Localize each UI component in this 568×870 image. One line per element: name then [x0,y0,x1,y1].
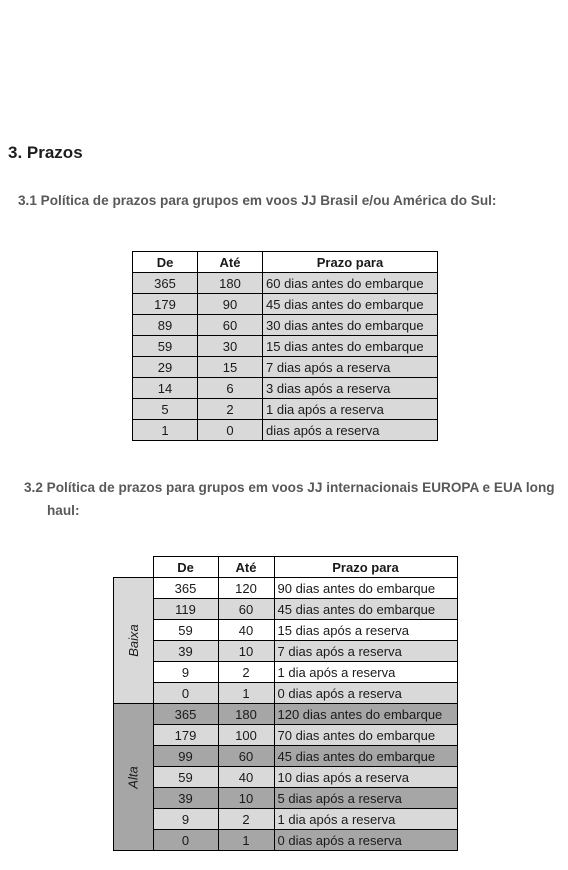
cell-de: 59 [133,336,198,357]
cell-de: 365 [133,273,198,294]
cell-prazo: 45 dias antes do embarque [274,746,457,767]
cell-ate: 1 [218,683,274,704]
cell-ate: 2 [218,809,274,830]
cell-de: 5 [133,399,198,420]
table-row [133,399,438,420]
cell-ate: 30 [198,336,263,357]
table-row [114,830,458,851]
table-row [114,725,458,746]
cell-prazo: 30 dias antes do embarque [263,315,438,336]
table-body [114,578,458,851]
deadline-table-brasil [132,251,438,441]
cell-prazo: 15 dias antes do embarque [263,336,438,357]
table-row [133,294,438,315]
table-row [114,704,458,725]
table-row [114,620,458,641]
cell-de: 39 [153,788,218,809]
cell-de: 179 [133,294,198,315]
table-row [114,578,458,599]
cell-ate: 6 [198,378,263,399]
cell-de: 14 [133,378,198,399]
cell-prazo: 0 dias após a reserva [274,830,457,851]
cell-ate: 60 [218,746,274,767]
cell-ate: 180 [218,704,274,725]
subsection-title-brasil: 3.1 Política de prazos para grupos em voos JJ Brasil e/ou América do Sul: [18,193,497,208]
subsection-title-line1: 3.2 Política de prazos para grupos em voos JJ internacionais EUROPA e EUA long [24,480,555,495]
cell-de: 59 [153,767,218,788]
header-ate: Até [198,252,263,273]
cell-ate: 0 [198,420,263,441]
cell-de: 179 [153,725,218,746]
header-prazo: Prazo para [263,252,438,273]
cell-de: 89 [133,315,198,336]
cell-de: 39 [153,641,218,662]
table-row [114,683,458,704]
cell-de: 365 [153,578,218,599]
cell-prazo: 1 dia após a reserva [274,662,457,683]
table-row [133,378,438,399]
header-de: De [153,557,218,578]
cell-ate: 60 [198,315,263,336]
cell-de: 1 [133,420,198,441]
cell-prazo: 5 dias após a reserva [274,788,457,809]
table-row [114,746,458,767]
cell-ate: 120 [218,578,274,599]
cell-de: 0 [153,830,218,851]
table-row [114,809,458,830]
header-de: De [133,252,198,273]
cell-prazo: 3 dias após a reserva [263,378,438,399]
cell-ate: 90 [198,294,263,315]
season-alta-cell [114,704,154,851]
season-baixa-cell [114,578,154,704]
table-row [114,788,458,809]
cell-ate: 40 [218,767,274,788]
cell-prazo: 15 dias após a reserva [274,620,457,641]
cell-ate: 2 [198,399,263,420]
cell-ate: 100 [218,725,274,746]
table-body [133,273,438,441]
cell-prazo: 7 dias após a reserva [263,357,438,378]
cell-prazo: 90 dias antes do embarque [274,578,457,599]
cell-prazo: 70 dias antes do embarque [274,725,457,746]
header-ate: Até [218,557,274,578]
season-label: Baixa [125,624,141,657]
cell-de: 119 [153,599,218,620]
table-row [133,420,438,441]
cell-de: 99 [153,746,218,767]
cell-de: 29 [133,357,198,378]
cell-ate: 1 [218,830,274,851]
cell-ate: 180 [198,273,263,294]
cell-prazo: 45 dias antes do embarque [263,294,438,315]
table-row [114,767,458,788]
deadline-table-internacional [113,556,458,851]
season-label: Alta [125,765,141,789]
cell-prazo: 60 dias antes do embarque [263,273,438,294]
table-row [114,641,458,662]
table-row [114,662,458,683]
cell-de: 59 [153,620,218,641]
cell-de: 9 [153,809,218,830]
blank-corner [114,557,154,578]
cell-prazo: 1 dia após a reserva [263,399,438,420]
cell-de: 365 [153,704,218,725]
cell-ate: 15 [198,357,263,378]
cell-prazo: dias após a reserva [263,420,438,441]
cell-ate: 2 [218,662,274,683]
cell-de: 0 [153,683,218,704]
cell-ate: 40 [218,620,274,641]
table-row [133,336,438,357]
cell-de: 9 [153,662,218,683]
header-prazo: Prazo para [274,557,457,578]
cell-ate: 10 [218,788,274,809]
subsection-title-internacional [24,476,564,522]
cell-prazo: 7 dias após a reserva [274,641,457,662]
table-row [133,357,438,378]
cell-prazo: 10 dias após a reserva [274,767,457,788]
cell-ate: 10 [218,641,274,662]
cell-ate: 60 [218,599,274,620]
subsection-title-line2: haul: [47,503,80,518]
table-row [133,273,438,294]
section-title: 3. Prazos [8,143,83,162]
cell-prazo: 120 dias antes do embarque [274,704,457,725]
cell-prazo: 45 dias antes do embarque [274,599,457,620]
cell-prazo: 0 dias após a reserva [274,683,457,704]
table-row [114,599,458,620]
cell-prazo: 1 dia após a reserva [274,809,457,830]
table-row [133,315,438,336]
